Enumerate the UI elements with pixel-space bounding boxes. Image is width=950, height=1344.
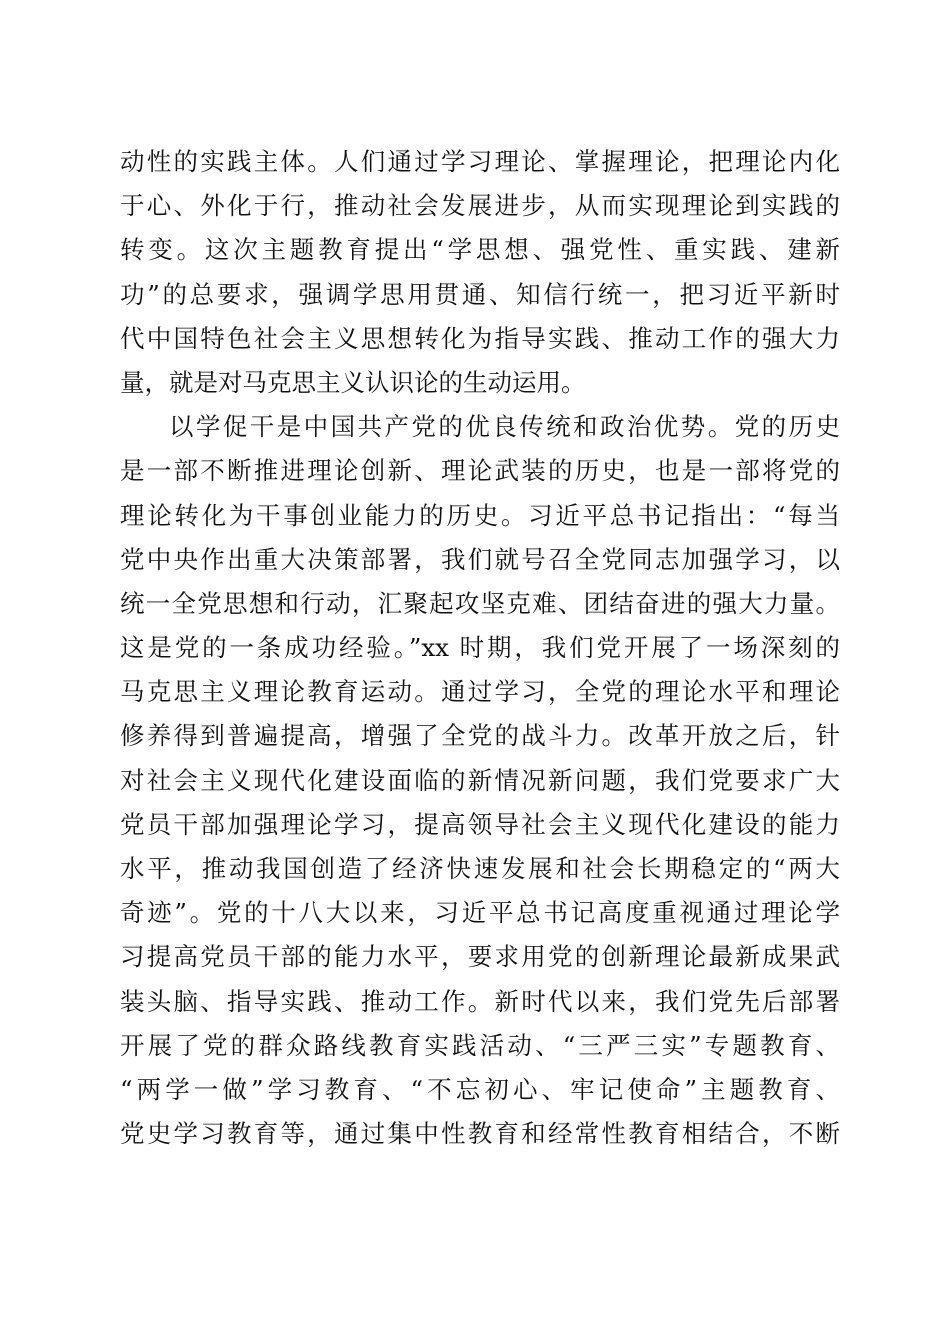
text-line: 奇迹”。党的十八大以来，习近平总书记高度重视通过理论学 [120,898,840,928]
body-text [120,140,840,1156]
text-line: 党员干部加强理论学习，提高领导社会主义现代化建设的能力 [120,809,840,839]
paragraph-1 [120,140,840,405]
text-line: 这是党的一条成功经验。”xx 时期，我们党开展了一场深刻的 [120,633,840,663]
text-line: 装头脑、指导实践、推动工作。新时代以来，我们党先后部署 [120,986,840,1016]
text-line: 量，就是对马克思主义认识论的生动运用。 [120,367,586,397]
text-line: 马克思主义理论教育运动。通过学习，全党的理论水平和理论 [120,677,840,707]
text-line: 修养得到普遍提高，增强了全党的战斗力。改革开放之后，针 [120,721,840,751]
text-line: 对社会主义现代化建设面临的新情况新问题，我们党要求广大 [120,765,840,795]
text-line: 党中央作出重大决策部署，我们就号召全党同志加强学习，以 [120,544,840,574]
text-line: “两学一做”学习教育、“不忘初心、牢记使命”主题教育、 [120,1074,840,1104]
text-line: 党史学习教育等，通过集中性教育和经常性教育相结合，不断 [120,1119,840,1149]
text-line: 理论转化为干事创业能力的历史。习近平总书记指出：“每当 [120,500,840,530]
text-line: 转变。这次主题教育提出“学思想、强党性、重实践、建新 [120,235,840,265]
text-line: 于心、外化于行，推动社会发展进步，从而实现理论到实践的 [120,191,840,221]
text-line: 代中国特色社会主义思想转化为指导实践、推动工作的强大力 [120,323,840,353]
text-line: 开展了党的群众路线教育实践活动、“三严三实”专题教育、 [120,1030,840,1060]
text-line: 功”的总要求，强调学思用贯通、知信行统一，把习近平新时 [120,279,840,309]
paragraph-2 [120,405,840,1156]
text-line: 动性的实践主体。人们通过学习理论、掌握理论，把理论内化 [120,147,840,176]
text-line: 是一部不断推进理论创新、理论武装的历史，也是一部将党的 [120,456,840,486]
text-line: 统一全党思想和行动，汇聚起攻坚克难、团结奋进的强大力量。 [120,588,840,618]
text-line: 习提高党员干部的能力水平，要求用党的创新理论最新成果武 [120,942,840,972]
text-line: 水平，推动我国创造了经济快速发展和社会长期稳定的“两大 [120,854,840,883]
text-line: 以学促干是中国共产党的优良传统和政治优势。党的历史 [169,412,840,442]
